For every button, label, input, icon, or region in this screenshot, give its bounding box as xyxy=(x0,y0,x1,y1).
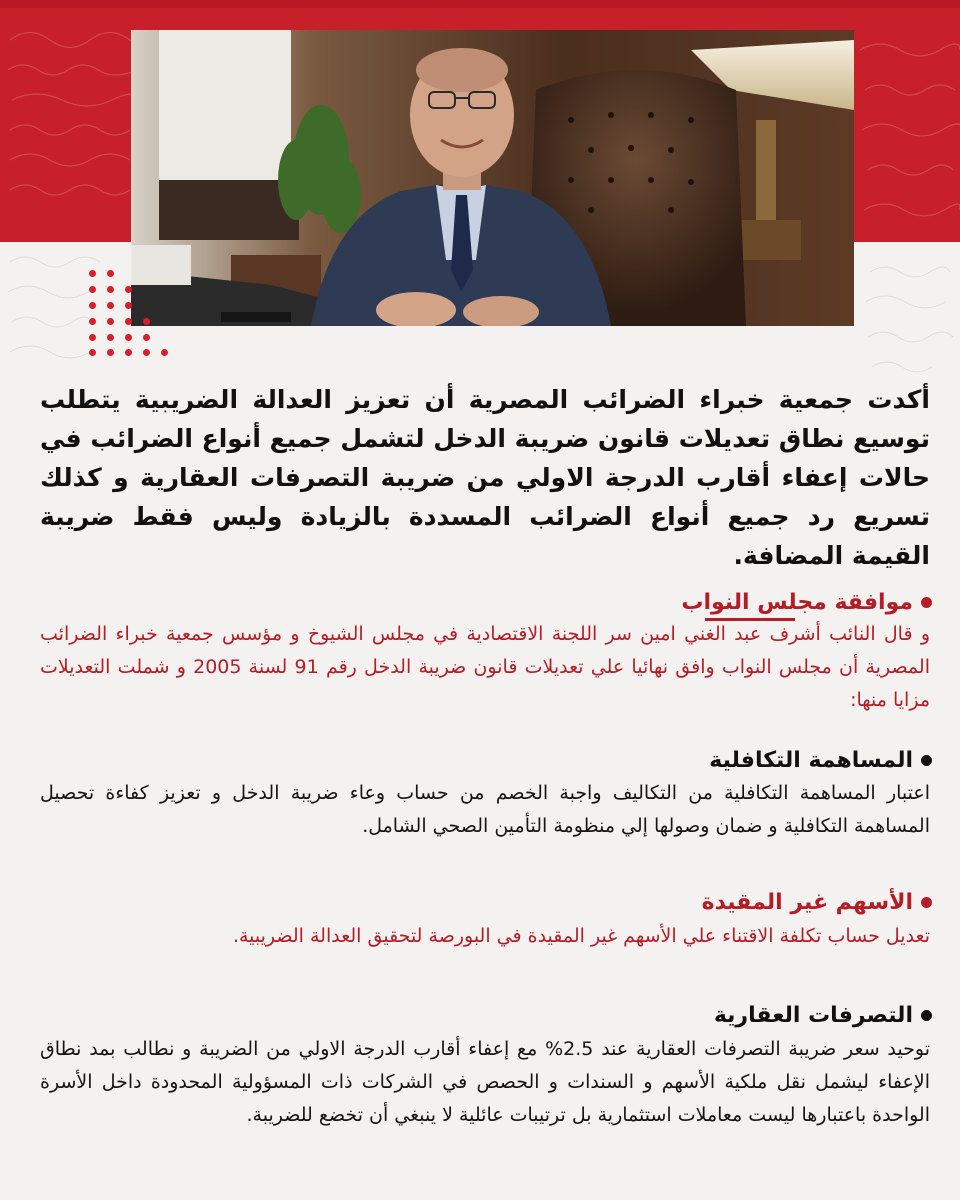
section-heading-solidarity xyxy=(709,748,932,773)
section-body-solidarity: اعتبار المساهمة التكافلية من التكاليف واجبة الخصم من حساب وعاء ضريبة الدخل و تعزيز كفاءة تحصيل المساهمة التكافلية و ضمان وصولها إلي منظومة التأمين الصحي الشامل. xyxy=(40,782,930,837)
section-body-real-estate: توحيد سعر ضريبة التصرفات العقارية عند 2.5% مع إعفاء أقارب الدرجة الاولي من الضريبة و نطالب بمد نطاق الإعفاء ليشمل نقل ملكية الأسهم و السندات و الحصص في الشركات ذات المسؤولية المحدودة داخل الأسرة الواحدة باعتبارها ليست معاملات استثمارية بل ترتيبات عائلية لا ينبغي أن تخضع للضريبة. xyxy=(40,1038,930,1126)
bullet-icon xyxy=(921,755,932,766)
intro-paragraph: أكدت جمعية خبراء الضرائب المصرية أن تعزيز العدالة الضريبية يتطلب توسيع نطاق تعديلات قانون ضريبة الدخل لتشمل جميع أنواع الضرائب في حالات إعفاء أقارب الدرجة الاولي من ضريبة التصرفات العقارية و كذلك تسريع رد جميع أنواع الضرائب المسددة بالزيادة وليس فقط ضريبة القيمة المضافة. xyxy=(40,385,930,570)
section-heading-text: موافقة مجلس النواب xyxy=(681,590,913,615)
bullet-icon xyxy=(921,597,932,608)
section-heading-text: التصرفات العقارية xyxy=(713,1003,913,1028)
section-heading-text: المساهمة التكافلية xyxy=(709,748,913,773)
bullet-icon xyxy=(921,897,932,908)
dot-grid-decoration xyxy=(82,266,182,358)
section-body-parliament: و قال النائب أشرف عبد الغني امين سر اللجنة الاقتصادية في مجلس الشيوخ و مؤسس جمعية خبراء الضرائب المصرية أن مجلس النواب وافق نهائيا علي تعديلات قانون ضريبة الدخل رقم 91 لسنة 2005 و شملت التعديلات مزايا منها: xyxy=(40,623,930,711)
section-heading-parliament xyxy=(681,590,932,615)
section-body-unlisted-shares: تعديل حساب تكلفة الاقتناء علي الأسهم غير المقيدة في البورصة لتحقيق العدالة الضريبية. xyxy=(232,925,930,947)
section-heading-unlisted-shares xyxy=(702,890,932,915)
bullet-icon xyxy=(921,1010,932,1021)
section-heading-real-estate xyxy=(714,1003,932,1028)
section-heading-text: الأسهم غير المقيدة xyxy=(701,890,913,915)
portrait-photo xyxy=(131,30,854,326)
